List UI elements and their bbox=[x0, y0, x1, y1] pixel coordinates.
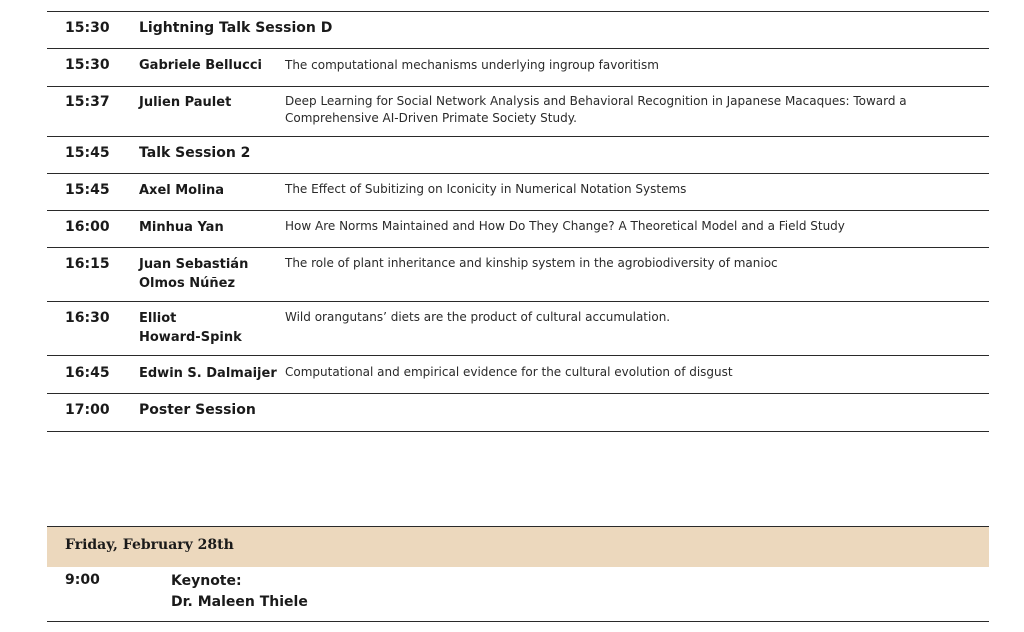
speaker-name: Minhua Yan bbox=[139, 220, 224, 235]
session-heading: Poster Session bbox=[139, 402, 256, 418]
row-divider bbox=[47, 11, 989, 12]
talk-title: Computational and empirical evidence for the cultural evolution of disgust bbox=[285, 365, 733, 379]
talk-title: The role of plant inheritance and kinship system in the agrobiodiversity of manioc bbox=[285, 256, 778, 270]
row-time: 15:37 bbox=[65, 94, 110, 110]
speaker-name: Edwin S. Dalmaijer bbox=[139, 366, 277, 381]
row-time: 16:15 bbox=[65, 256, 110, 272]
keynote-label: Keynote: bbox=[171, 573, 242, 589]
speaker-name bbox=[139, 255, 248, 293]
row-time: 15:45 bbox=[65, 145, 110, 161]
talk-title: The Effect of Subitizing on Iconicity in Numerical Notation Systems bbox=[285, 182, 687, 196]
session-heading: Talk Session 2 bbox=[139, 145, 251, 161]
speaker-name: Axel Molina bbox=[139, 183, 225, 198]
session-heading: Lightning Talk Session D bbox=[139, 20, 333, 36]
row-divider bbox=[47, 136, 989, 137]
speaker-name-line: Juan Sebastián bbox=[139, 257, 249, 272]
speaker-name-line: Elliot bbox=[139, 311, 177, 326]
row-time: 16:45 bbox=[65, 365, 110, 381]
row-divider bbox=[47, 393, 989, 394]
keynote-time: 9:00 bbox=[65, 572, 100, 588]
row-divider bbox=[47, 355, 989, 356]
speaker-name-line: Olmos Núñez bbox=[139, 276, 236, 291]
speaker-name bbox=[139, 309, 242, 347]
talk-title: Deep Learning for Social Network Analysis and Behavioral Recognition in Japanese Macaques: Toward a Comprehensive AI-Driven Primate Society Study. bbox=[285, 94, 907, 125]
row-divider bbox=[47, 621, 989, 622]
row-divider bbox=[47, 173, 989, 174]
row-time: 15:30 bbox=[65, 57, 110, 73]
row-divider bbox=[47, 301, 989, 302]
talk-title: Wild orangutans’ diets are the product of cultural accumulation. bbox=[285, 310, 671, 324]
row-divider bbox=[47, 48, 989, 49]
row-divider bbox=[47, 431, 989, 432]
talk-title: How Are Norms Maintained and How Do They Change? A Theoretical Model and a Field Study bbox=[285, 219, 845, 233]
speaker-name: Gabriele Bellucci bbox=[139, 58, 262, 73]
row-divider bbox=[47, 86, 989, 87]
row-divider bbox=[47, 247, 989, 248]
speaker-name: Julien Paulet bbox=[139, 95, 232, 110]
row-time: 15:30 bbox=[65, 20, 110, 36]
row-time: 16:30 bbox=[65, 310, 110, 326]
day-header bbox=[47, 526, 989, 567]
row-time: 17:00 bbox=[65, 402, 110, 418]
day-label: Friday, February 28th bbox=[65, 537, 234, 553]
row-time: 15:45 bbox=[65, 182, 110, 198]
keynote-speaker: Dr. Maleen Thiele bbox=[171, 594, 308, 610]
row-divider bbox=[47, 210, 989, 211]
row-time: 16:00 bbox=[65, 219, 110, 235]
keynote-block bbox=[171, 571, 308, 613]
speaker-name-line: Howard-Spink bbox=[139, 330, 242, 345]
talk-title: The computational mechanisms underlying ingroup favoritism bbox=[285, 58, 659, 72]
